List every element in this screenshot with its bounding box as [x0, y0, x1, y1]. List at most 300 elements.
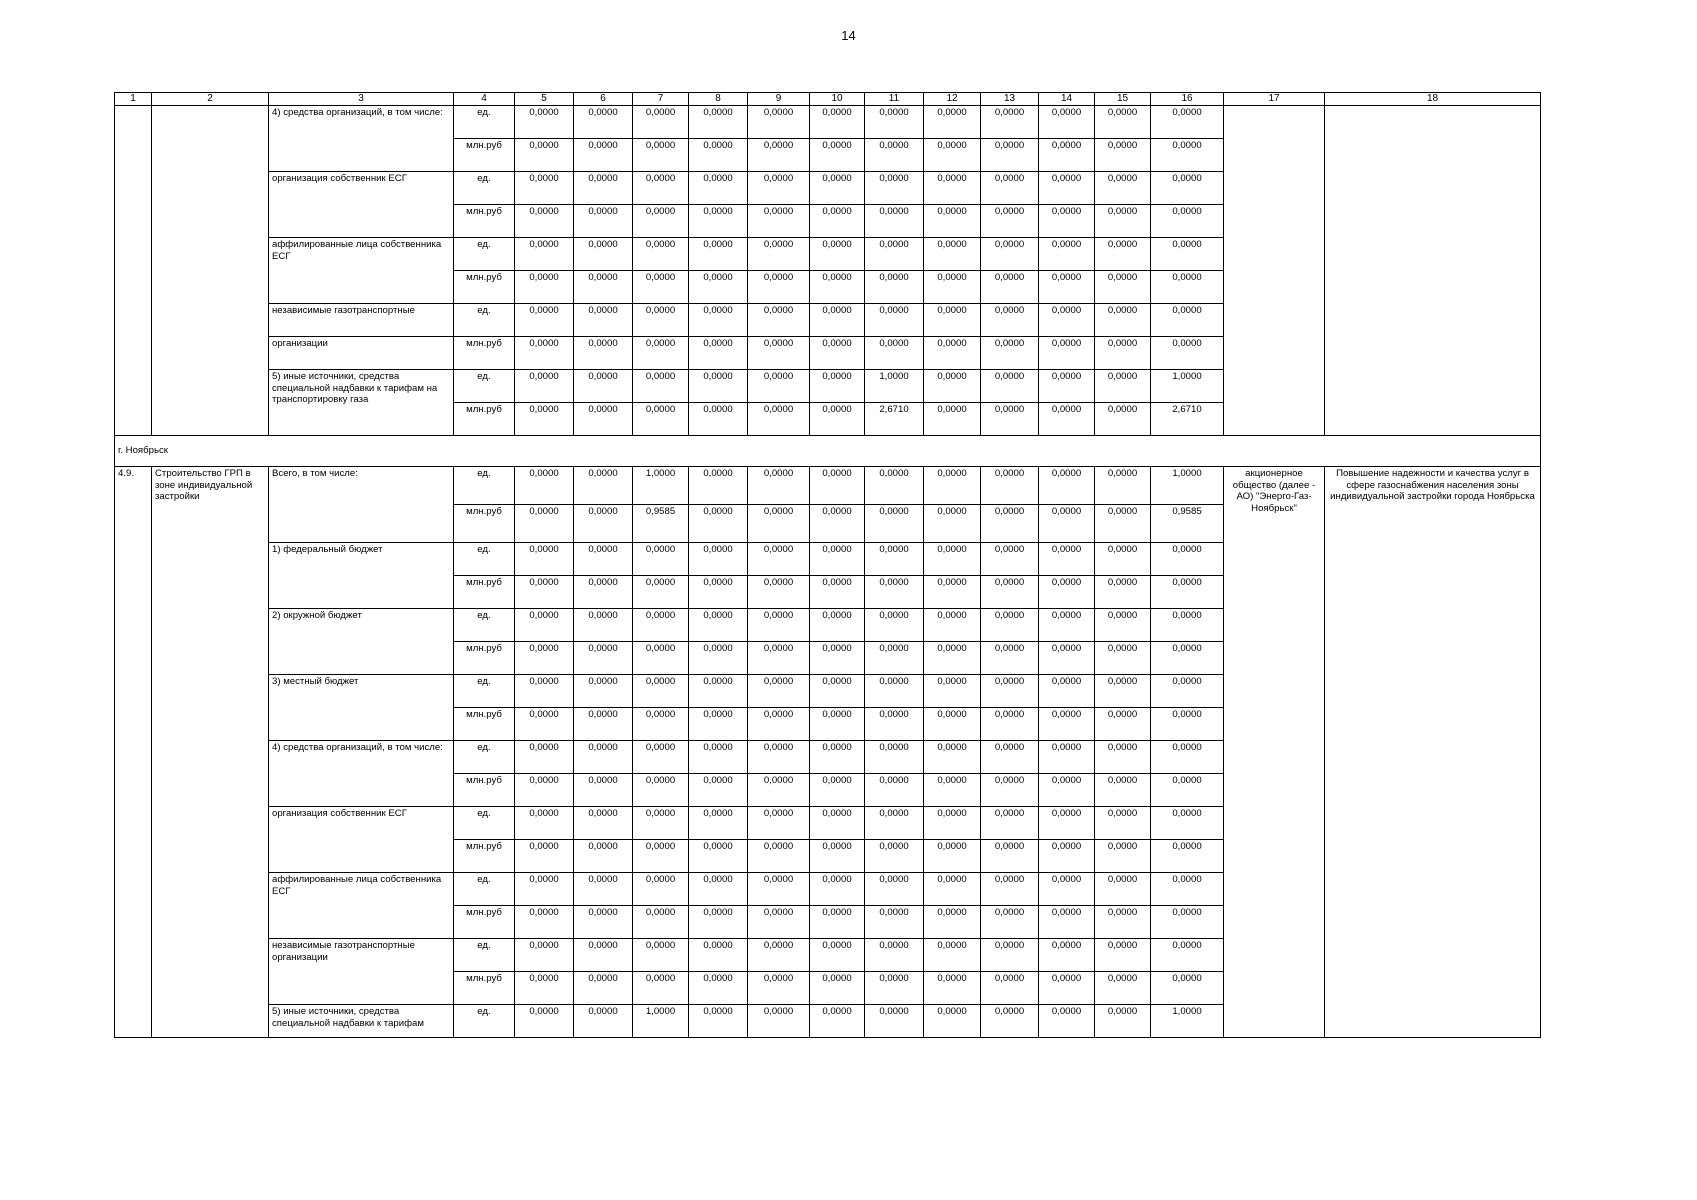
- value-cell: 0,0000: [633, 708, 689, 741]
- column-header: 11: [865, 93, 924, 106]
- value-cell: 0,0000: [574, 642, 633, 675]
- value-cell: 0,0000: [1151, 642, 1224, 675]
- value-cell: 0,0000: [810, 873, 865, 906]
- value-cell: 1,0000: [865, 370, 924, 403]
- source-label: организация собственник ЕСГ: [269, 807, 454, 873]
- value-cell: 0,0000: [981, 403, 1039, 436]
- value-cell: 0,0000: [981, 741, 1039, 774]
- value-cell: 0,0000: [689, 642, 748, 675]
- value-cell: 0,0000: [574, 467, 633, 505]
- unit-cell: млн.руб: [454, 642, 515, 675]
- value-cell: 0,0000: [865, 304, 924, 337]
- value-cell: 0,0000: [924, 238, 981, 271]
- source-label: 5) иные источники, средства специальной надбавки к тарифам: [269, 1005, 454, 1038]
- value-cell: 0,0000: [1095, 106, 1151, 139]
- value-cell: 0,0000: [810, 906, 865, 939]
- value-cell: 0,0000: [633, 337, 689, 370]
- value-cell: 0,0000: [574, 337, 633, 370]
- value-cell: 0,0000: [924, 205, 981, 238]
- value-cell: 0,0000: [1039, 576, 1095, 609]
- value-cell: 0,0000: [981, 972, 1039, 1005]
- value-cell: 0,0000: [633, 972, 689, 1005]
- value-cell: 0,0000: [981, 172, 1039, 205]
- goal-cell: Повышение надежности и качества услуг в сфере газоснабжения населения зоны индивидуальной застройки города Ноябрьска: [1325, 467, 1541, 1038]
- value-cell: 0,0000: [981, 505, 1039, 543]
- value-cell: 0,0000: [865, 642, 924, 675]
- table-row: [115, 467, 1541, 505]
- value-cell: 0,0000: [865, 271, 924, 304]
- value-cell: 0,0000: [633, 873, 689, 906]
- source-label: аффилированные лица собственника ЕСГ: [269, 873, 454, 939]
- value-cell: 0,0000: [981, 840, 1039, 873]
- unit-cell: млн.руб: [454, 708, 515, 741]
- value-cell: 0,0000: [689, 139, 748, 172]
- unit-cell: ед.: [454, 172, 515, 205]
- value-cell: 0,0000: [810, 543, 865, 576]
- unit-cell: млн.руб: [454, 840, 515, 873]
- value-cell: 0,0000: [924, 807, 981, 840]
- value-cell: 0,0000: [515, 205, 574, 238]
- value-cell: 0,0000: [748, 906, 810, 939]
- value-cell: 0,0000: [1151, 106, 1224, 139]
- value-cell: 0,0000: [1151, 939, 1224, 972]
- column-header: 2: [152, 93, 269, 106]
- unit-cell: млн.руб: [454, 337, 515, 370]
- value-cell: 0,0000: [515, 370, 574, 403]
- value-cell: 0,0000: [1039, 467, 1095, 505]
- value-cell: 0,0000: [865, 972, 924, 1005]
- value-cell: 0,0000: [633, 403, 689, 436]
- value-cell: 2,6710: [865, 403, 924, 436]
- source-label: 5) иные источники, средства специальной надбавки к тарифам на транспортировку газа: [269, 370, 454, 436]
- value-cell: 0,0000: [1151, 708, 1224, 741]
- value-cell: 0,0000: [810, 505, 865, 543]
- value-cell: 0,0000: [1095, 337, 1151, 370]
- value-cell: 0,0000: [924, 972, 981, 1005]
- unit-cell: ед.: [454, 939, 515, 972]
- value-cell: 0,0000: [515, 642, 574, 675]
- unit-cell: млн.руб: [454, 774, 515, 807]
- value-cell: 0,0000: [1039, 271, 1095, 304]
- value-cell: 0,0000: [981, 675, 1039, 708]
- source-label: 2) окружной бюджет: [269, 609, 454, 675]
- value-cell: 0,0000: [748, 304, 810, 337]
- value-cell: 0,0000: [574, 774, 633, 807]
- unit-cell: млн.руб: [454, 139, 515, 172]
- value-cell: 0,0000: [1151, 172, 1224, 205]
- value-cell: 0,0000: [748, 337, 810, 370]
- value-cell: 0,0000: [1039, 106, 1095, 139]
- unit-cell: млн.руб: [454, 906, 515, 939]
- column-header: 13: [981, 93, 1039, 106]
- value-cell: 0,0000: [633, 139, 689, 172]
- column-header: 9: [748, 93, 810, 106]
- value-cell: 0,0000: [515, 972, 574, 1005]
- value-cell: 0,0000: [865, 467, 924, 505]
- value-cell: 0,0000: [1095, 543, 1151, 576]
- value-cell: 0,0000: [748, 271, 810, 304]
- value-cell: 0,0000: [689, 543, 748, 576]
- value-cell: 0,0000: [865, 505, 924, 543]
- value-cell: 0,0000: [1039, 172, 1095, 205]
- value-cell: 0,0000: [810, 576, 865, 609]
- value-cell: 0,0000: [810, 741, 865, 774]
- value-cell: 0,0000: [689, 873, 748, 906]
- value-cell: 0,0000: [1039, 873, 1095, 906]
- value-cell: 0,0000: [748, 939, 810, 972]
- value-cell: 0,0000: [810, 139, 865, 172]
- value-cell: 0,0000: [633, 807, 689, 840]
- value-cell: 0,0000: [1151, 139, 1224, 172]
- value-cell: 0,0000: [689, 172, 748, 205]
- page-number: 14: [841, 28, 856, 43]
- value-cell: 0,0000: [515, 172, 574, 205]
- value-cell: 1,0000: [633, 467, 689, 505]
- value-cell: 0,0000: [924, 576, 981, 609]
- value-cell: 0,0000: [981, 370, 1039, 403]
- value-cell: 0,0000: [515, 807, 574, 840]
- value-cell: 0,0000: [924, 543, 981, 576]
- unit-cell: ед.: [454, 467, 515, 505]
- value-cell: 0,0000: [574, 576, 633, 609]
- value-cell: 0,0000: [924, 172, 981, 205]
- value-cell: 0,0000: [1095, 172, 1151, 205]
- value-cell: 0,0000: [1151, 609, 1224, 642]
- value-cell: 0,0000: [810, 205, 865, 238]
- value-cell: 0,0000: [689, 1005, 748, 1038]
- value-cell: 0,0000: [810, 609, 865, 642]
- value-cell: 0,0000: [1039, 642, 1095, 675]
- source-label: 4) средства организаций, в том числе:: [269, 106, 454, 172]
- value-cell: 0,0000: [1151, 543, 1224, 576]
- city-row: [115, 436, 1541, 467]
- value-cell: 0,0000: [865, 543, 924, 576]
- value-cell: 0,0000: [1039, 505, 1095, 543]
- value-cell: 0,9585: [1151, 505, 1224, 543]
- value-cell: 0,0000: [924, 906, 981, 939]
- value-cell: 0,0000: [1151, 271, 1224, 304]
- value-cell: 0,0000: [810, 403, 865, 436]
- value-cell: 0,0000: [981, 1005, 1039, 1038]
- value-cell: 0,0000: [981, 576, 1039, 609]
- value-cell: 0,0000: [748, 505, 810, 543]
- value-cell: 0,0000: [515, 139, 574, 172]
- value-cell: 0,0000: [748, 840, 810, 873]
- value-cell: 0,0000: [1151, 906, 1224, 939]
- value-cell: 0,0000: [748, 741, 810, 774]
- unit-cell: ед.: [454, 675, 515, 708]
- value-cell: 0,0000: [981, 467, 1039, 505]
- value-cell: 1,0000: [633, 1005, 689, 1038]
- value-cell: 0,0000: [689, 708, 748, 741]
- value-cell: 0,0000: [633, 774, 689, 807]
- column-header: 6: [574, 93, 633, 106]
- executor-cell: акционерное общество (далее - АО) "Энерго-Газ-Ноябрьск": [1224, 467, 1325, 1038]
- value-cell: 0,0000: [515, 708, 574, 741]
- value-cell: 1,0000: [1151, 1005, 1224, 1038]
- value-cell: 0,0000: [924, 106, 981, 139]
- value-cell: 0,0000: [748, 370, 810, 403]
- value-cell: 0,0000: [1039, 906, 1095, 939]
- value-cell: 0,0000: [1151, 675, 1224, 708]
- value-cell: 0,0000: [1039, 609, 1095, 642]
- value-cell: 0,0000: [633, 675, 689, 708]
- value-cell: 0,0000: [748, 972, 810, 1005]
- value-cell: 0,0000: [865, 708, 924, 741]
- number-cell-empty: [115, 106, 152, 436]
- value-cell: 0,0000: [574, 675, 633, 708]
- value-cell: 0,0000: [748, 205, 810, 238]
- value-cell: 0,0000: [865, 609, 924, 642]
- value-cell: 0,0000: [748, 543, 810, 576]
- value-cell: 0,0000: [1095, 403, 1151, 436]
- value-cell: 0,0000: [748, 403, 810, 436]
- value-cell: 0,0000: [1095, 741, 1151, 774]
- value-cell: 0,0000: [981, 205, 1039, 238]
- value-cell: 0,0000: [574, 304, 633, 337]
- value-cell: 0,0000: [810, 807, 865, 840]
- source-label: 1) федеральный бюджет: [269, 543, 454, 609]
- value-cell: 0,0000: [1095, 708, 1151, 741]
- value-cell: 0,0000: [748, 642, 810, 675]
- value-cell: 0,0000: [574, 205, 633, 238]
- value-cell: 0,0000: [810, 939, 865, 972]
- value-cell: 0,0000: [574, 873, 633, 906]
- value-cell: 0,0000: [1095, 139, 1151, 172]
- value-cell: 0,0000: [924, 708, 981, 741]
- item-number: 4.9.: [115, 467, 152, 1038]
- column-header: 3: [269, 93, 454, 106]
- value-cell: 0,0000: [689, 337, 748, 370]
- value-cell: 0,0000: [924, 840, 981, 873]
- value-cell: 0,0000: [515, 741, 574, 774]
- value-cell: 0,0000: [574, 807, 633, 840]
- executor-cell-empty: [1224, 106, 1325, 436]
- value-cell: 0,0000: [633, 906, 689, 939]
- value-cell: 0,0000: [865, 576, 924, 609]
- value-cell: 0,0000: [748, 106, 810, 139]
- value-cell: 0,0000: [633, 609, 689, 642]
- value-cell: 0,0000: [633, 370, 689, 403]
- value-cell: 0,0000: [515, 873, 574, 906]
- value-cell: 0,0000: [924, 304, 981, 337]
- unit-cell: ед.: [454, 238, 515, 271]
- value-cell: 0,0000: [515, 403, 574, 436]
- value-cell: 0,0000: [865, 337, 924, 370]
- value-cell: 0,0000: [574, 972, 633, 1005]
- value-cell: 0,0000: [1095, 906, 1151, 939]
- value-cell: 0,0000: [981, 774, 1039, 807]
- value-cell: 0,0000: [924, 1005, 981, 1038]
- value-cell: 0,0000: [515, 467, 574, 505]
- unit-cell: ед.: [454, 304, 515, 337]
- value-cell: 0,0000: [633, 106, 689, 139]
- value-cell: 0,0000: [1151, 774, 1224, 807]
- unit-cell: млн.руб: [454, 271, 515, 304]
- value-cell: 0,0000: [689, 403, 748, 436]
- value-cell: 0,0000: [810, 271, 865, 304]
- value-cell: 0,0000: [574, 139, 633, 172]
- value-cell: 0,0000: [574, 505, 633, 543]
- value-cell: 0,0000: [1095, 609, 1151, 642]
- value-cell: 0,0000: [1039, 774, 1095, 807]
- value-cell: 0,0000: [1039, 238, 1095, 271]
- value-cell: 0,0000: [689, 238, 748, 271]
- value-cell: 0,0000: [574, 172, 633, 205]
- value-cell: 0,0000: [1039, 675, 1095, 708]
- unit-cell: ед.: [454, 609, 515, 642]
- value-cell: 0,0000: [1095, 304, 1151, 337]
- value-cell: 0,0000: [574, 741, 633, 774]
- value-cell: 0,0000: [1039, 741, 1095, 774]
- name-cell-empty: [152, 106, 269, 436]
- value-cell: 0,0000: [865, 807, 924, 840]
- value-cell: 0,0000: [810, 774, 865, 807]
- value-cell: 0,0000: [689, 906, 748, 939]
- value-cell: 0,0000: [865, 1005, 924, 1038]
- unit-cell: ед.: [454, 543, 515, 576]
- value-cell: 2,6710: [1151, 403, 1224, 436]
- value-cell: 0,0000: [515, 271, 574, 304]
- value-cell: 0,0000: [748, 576, 810, 609]
- value-cell: 0,0000: [810, 370, 865, 403]
- value-cell: 0,0000: [1039, 139, 1095, 172]
- value-cell: 0,0000: [1095, 774, 1151, 807]
- value-cell: 0,0000: [1095, 1005, 1151, 1038]
- value-cell: 0,0000: [981, 939, 1039, 972]
- value-cell: 0,0000: [981, 238, 1039, 271]
- value-cell: 0,0000: [981, 873, 1039, 906]
- value-cell: 0,0000: [1095, 370, 1151, 403]
- value-cell: 0,0000: [515, 238, 574, 271]
- value-cell: 0,0000: [689, 774, 748, 807]
- value-cell: 0,0000: [1095, 238, 1151, 271]
- value-cell: 0,0000: [748, 708, 810, 741]
- value-cell: 0,0000: [865, 741, 924, 774]
- column-header: 5: [515, 93, 574, 106]
- value-cell: 0,0000: [633, 271, 689, 304]
- value-cell: 0,0000: [865, 675, 924, 708]
- value-cell: 0,0000: [1151, 205, 1224, 238]
- value-cell: 0,0000: [1039, 370, 1095, 403]
- unit-cell: млн.руб: [454, 505, 515, 543]
- value-cell: 0,0000: [574, 543, 633, 576]
- value-cell: 0,0000: [748, 807, 810, 840]
- value-cell: 0,0000: [515, 576, 574, 609]
- value-cell: 0,0000: [574, 609, 633, 642]
- value-cell: 0,0000: [1039, 205, 1095, 238]
- value-cell: 0,0000: [689, 840, 748, 873]
- value-cell: 0,0000: [924, 873, 981, 906]
- value-cell: 0,0000: [689, 304, 748, 337]
- value-cell: 0,0000: [981, 807, 1039, 840]
- value-cell: 0,0000: [865, 774, 924, 807]
- source-label: организации: [269, 337, 454, 370]
- value-cell: 0,0000: [924, 505, 981, 543]
- value-cell: 0,0000: [1095, 840, 1151, 873]
- value-cell: 0,0000: [748, 1005, 810, 1038]
- column-header: 1: [115, 93, 152, 106]
- value-cell: 0,0000: [574, 106, 633, 139]
- value-cell: 0,0000: [633, 238, 689, 271]
- value-cell: 0,0000: [1039, 1005, 1095, 1038]
- value-cell: 0,0000: [810, 840, 865, 873]
- value-cell: 0,0000: [981, 609, 1039, 642]
- column-header: 12: [924, 93, 981, 106]
- value-cell: 0,0000: [810, 642, 865, 675]
- value-cell: 0,0000: [1039, 939, 1095, 972]
- value-cell: 0,0000: [633, 205, 689, 238]
- city-name: г. Ноябрьск: [115, 436, 1541, 467]
- value-cell: 0,0000: [1151, 807, 1224, 840]
- value-cell: 0,0000: [748, 774, 810, 807]
- value-cell: 0,0000: [1095, 576, 1151, 609]
- column-header: 4: [454, 93, 515, 106]
- value-cell: 0,0000: [1039, 972, 1095, 1005]
- value-cell: 0,0000: [748, 873, 810, 906]
- value-cell: 0,0000: [574, 1005, 633, 1038]
- goal-cell-empty: [1325, 106, 1541, 436]
- value-cell: 0,0000: [1095, 972, 1151, 1005]
- value-cell: 0,0000: [981, 139, 1039, 172]
- column-header: 8: [689, 93, 748, 106]
- value-cell: 0,0000: [515, 939, 574, 972]
- value-cell: 0,0000: [865, 106, 924, 139]
- value-cell: 0,0000: [865, 939, 924, 972]
- value-cell: 0,0000: [1151, 972, 1224, 1005]
- source-label: аффилированные лица собственника ЕСГ: [269, 238, 454, 304]
- value-cell: 0,0000: [633, 576, 689, 609]
- value-cell: 0,0000: [1151, 741, 1224, 774]
- value-cell: 0,0000: [865, 840, 924, 873]
- value-cell: 0,0000: [1151, 238, 1224, 271]
- value-cell: 0,0000: [748, 172, 810, 205]
- value-cell: 0,0000: [810, 708, 865, 741]
- value-cell: 0,9585: [633, 505, 689, 543]
- value-cell: 0,0000: [924, 675, 981, 708]
- value-cell: 0,0000: [748, 238, 810, 271]
- source-label: Всего, в том числе:: [269, 467, 454, 543]
- value-cell: 0,0000: [689, 972, 748, 1005]
- value-cell: 0,0000: [865, 139, 924, 172]
- value-cell: 0,0000: [633, 939, 689, 972]
- value-cell: 0,0000: [810, 106, 865, 139]
- value-cell: 0,0000: [515, 675, 574, 708]
- value-cell: 0,0000: [515, 840, 574, 873]
- unit-cell: ед.: [454, 370, 515, 403]
- value-cell: 0,0000: [515, 543, 574, 576]
- value-cell: 0,0000: [633, 642, 689, 675]
- column-header: 7: [633, 93, 689, 106]
- value-cell: 0,0000: [924, 939, 981, 972]
- value-cell: 0,0000: [574, 403, 633, 436]
- value-cell: 0,0000: [574, 271, 633, 304]
- value-cell: 0,0000: [574, 906, 633, 939]
- value-cell: 0,0000: [689, 505, 748, 543]
- value-cell: 0,0000: [1151, 840, 1224, 873]
- value-cell: 0,0000: [515, 1005, 574, 1038]
- value-cell: 0,0000: [689, 106, 748, 139]
- value-cell: 0,0000: [981, 337, 1039, 370]
- column-header: 10: [810, 93, 865, 106]
- value-cell: 0,0000: [981, 708, 1039, 741]
- value-cell: 0,0000: [1151, 873, 1224, 906]
- value-cell: 0,0000: [924, 337, 981, 370]
- value-cell: 0,0000: [689, 271, 748, 304]
- value-cell: 0,0000: [924, 741, 981, 774]
- value-cell: 0,0000: [981, 543, 1039, 576]
- value-cell: 0,0000: [633, 741, 689, 774]
